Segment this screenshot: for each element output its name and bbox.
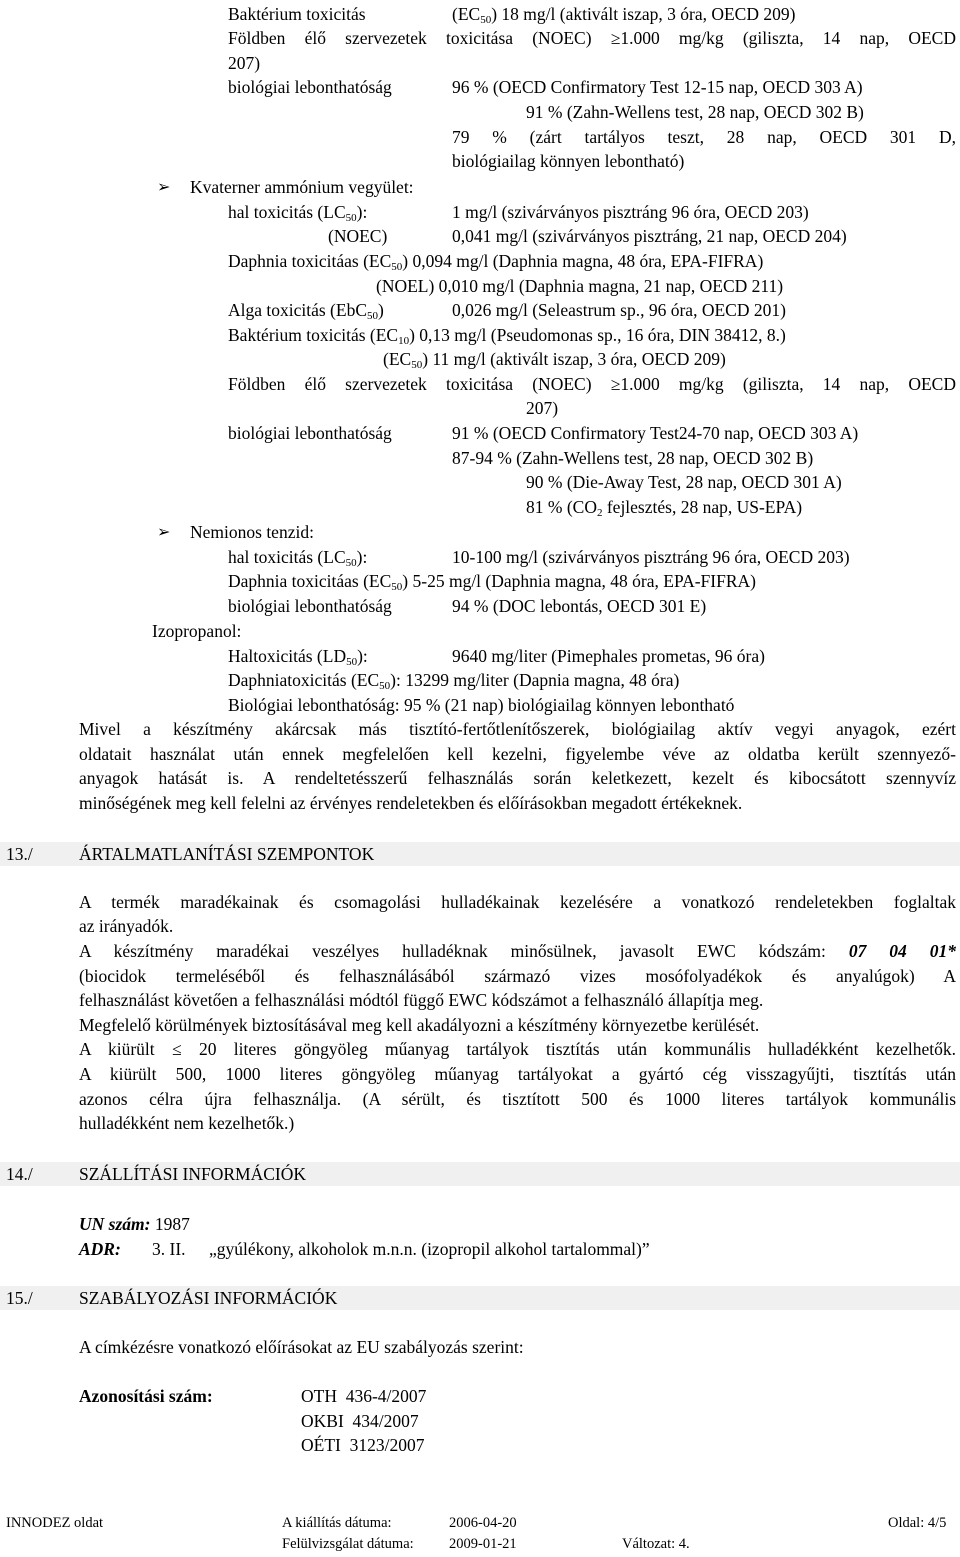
section-13-header [0, 842, 960, 866]
adr-label: ADR: [79, 1239, 121, 1259]
footer-company: INNODEZ oldat [6, 1515, 104, 1531]
paragraph-line: felhasználást követően a felhasználási módtól függő EWC kódszámot a felhasználó állapítja meg. [79, 990, 764, 1010]
bakterium-toxicity-value: $(EC_{50})$ 18 mg/l (aktivált iszap, 3 óra, OECD 209) [452, 4, 796, 26]
paragraph-line: Megfelelő körülmények biztosításával meg kell akadályozni a készítmény környezetbe kerülését. [79, 1015, 760, 1035]
footer-issue-label: A kiállítás dátuma: [282, 1515, 392, 1531]
soil-organism-toxicity-cont: 207) [228, 53, 261, 73]
section-14-header [0, 1162, 960, 1186]
bullet-arrow-icon: ➢ [157, 177, 171, 196]
footer-page: Oldal: 4/5 [888, 1515, 947, 1531]
fish-toxicity-value: 9640 mg/liter (Pimephales prometas, 96 óra) [452, 646, 765, 666]
bacteria-toxicity-2: $(EC_{50})$ 11 mg/l (aktivált iszap, 3 óra, OECD 209) [383, 349, 726, 371]
biodegradability-value-2: 87-94 % (Zahn-Wellens test, 28 nap, OECD 302 B) [452, 448, 814, 468]
id-value: OKBI 434/2007 [301, 1411, 419, 1431]
section-15-header [0, 1286, 960, 1310]
biodegradability-value-4: 81 % ($CO_2$ fejlesztés, 28 nap, US-EPA) [526, 497, 803, 519]
alga-toxicity-label: Alga toxicitás (EbC$_{50}$) [228, 300, 384, 322]
section-number: 15./ [6, 1288, 33, 1308]
paragraph-line: A kiürült ≤ 20 literes göngyöleg műanyag tartályok tisztítás után kommunális hulladékként kezelhetők. [79, 1039, 957, 1059]
paragraph-line: (biocidok termeléséből és felhasználásából származó vizes mosófolyadékok és anyalúgok) A [79, 966, 956, 986]
section-number: 14./ [6, 1164, 33, 1184]
footer-issue-date: 2006-04-20 [449, 1515, 517, 1531]
noec-label: (NOEC) [328, 226, 388, 246]
soil-toxicity-cont: 207) [526, 398, 559, 418]
section-title: SZABÁLYOZÁSI INFORMÁCIÓK [79, 1288, 338, 1308]
biodegradability-line: Biológiai lebonthatóság: 95 % (21 nap) biológiailag könnyen lebontható [228, 695, 735, 715]
biodegradability-value-3: 90 % (Die-Away Test, 28 nap, OECD 301 A) [526, 472, 842, 492]
daphnia-toxicity: Daphnia toxicitáas $(EC_{50})$ 5-25 mg/l (Daphnia magna, 48 óra, EPA-FIFRA) [228, 571, 756, 593]
bacteria-toxicity: Baktérium toxicitás $(EC_{10})$ 0,13 mg/l (Pseudomonas sp., 16 óra, DIN 38412, 8.) [228, 325, 786, 347]
id-label: Azonosítási szám: [79, 1386, 213, 1406]
biodegradability-value-3: 79 % (zárt tartályos teszt, 28 nap, OECD 301 D, [452, 127, 956, 147]
fish-toxicity-value: 1 mg/l (szivárványos pisztráng 96 óra, OECD 203) [452, 202, 809, 222]
biodegradability-label: biológiai lebonthatóság [228, 77, 392, 97]
footer-version: Változat: 4. [622, 1536, 690, 1552]
biodegradability-value: 94 % (DOC lebontás, OECD 301 E) [452, 596, 707, 616]
daphnia-toxicity: Daphnia toxicitáas $(EC_{50})$ 0,094 mg/l (Daphnia magna, 48 óra, EPA-FIFRA) [228, 251, 764, 273]
izopropanol-title: Izopropanol: [152, 621, 242, 641]
paragraph-line: hulladékként nem kezelhetők.) [79, 1113, 295, 1133]
noel-value: (NOEL) 0,010 mg/l (Daphnia magna, 21 nap, OECD 211) [376, 276, 784, 296]
paragraph-line: Mivel a készítmény akárcsak más tisztító-fertőtlenítőszerek, biológiailag aktív vegyi anyagok, ezért [79, 719, 956, 739]
bullet-arrow-icon: ➢ [157, 522, 171, 541]
kvaterner-title: Kvaterner ammónium vegyület: [190, 177, 414, 197]
fish-toxicity-label: hal toxicitás $(LC_{50})$: [228, 547, 368, 569]
un-number: UN szám: 1987 [79, 1214, 190, 1234]
ewc-line: A készítmény maradékai veszélyes hulladéknak minősülnek, javasolt EWC kódszám: 07 04 01* [79, 941, 957, 961]
fish-toxicity-label: hal toxicitás $(LC_{50})$: [228, 202, 368, 224]
soil-organism-toxicity: Földben élő szervezetek toxicitása (NOEC) ≥1.000 mg/kg (giliszta, 14 nap, OECD [228, 28, 956, 48]
nemionos-title: Nemionos tenzid: [190, 522, 314, 542]
adr-class: 3. II. [152, 1239, 186, 1259]
section-number: 13./ [6, 844, 33, 864]
id-value: OÉTI 3123/2007 [301, 1435, 425, 1455]
paragraph-line: minőségének meg kell felelni az érvényes rendeletekben és előírásokban megadott értékeknek. [79, 793, 743, 813]
paragraph-line: az irányadók. [79, 916, 174, 936]
id-value: OTH 436-4/2007 [301, 1386, 427, 1406]
section-title: SZÁLLÍTÁSI INFORMÁCIÓK [79, 1164, 307, 1184]
footer-review-date: 2009-01-21 [449, 1536, 517, 1552]
section-15-intro: A címkézésre vonatkozó előírásokat az EU szabályozás szerint: [79, 1337, 524, 1357]
adr-value: „gyúlékony, alkoholok m.n.n. (izopropil alkohol tartalommal)” [209, 1239, 650, 1259]
fish-toxicity-label: Haltoxicitás $(LD_{50})$: [228, 646, 368, 668]
biodegradability-value: 91 % (OECD Confirmatory Test24-70 nap, OECD 303 A) [452, 423, 859, 443]
paragraph-line: anyagok hatását is. A rendeltetésszerű felhasználás során keletkezett, kezelt és kibocsátott szennyvíz [79, 768, 956, 788]
section-title: ÁRTALMATLANÍTÁSI SZEMPONTOK [79, 844, 375, 864]
paragraph-line: A termék maradékainak és csomagolási hulladékainak kezelésére a vonatkozó rendeletekben foglaltak [79, 892, 956, 912]
ewc-code: 07 04 01* [848, 941, 957, 961]
fish-toxicity-value: 10-100 mg/l (szivárványos pisztráng 96 óra, OECD 203) [452, 547, 850, 567]
biodegradability-label: biológiai lebonthatóság [228, 423, 392, 443]
paragraph-line: azonos célra újra felhasználja. (A sérült, és tisztított 500 és 1000 literes tartályok kommunális [79, 1089, 956, 1109]
biodegradability-label: biológiai lebonthatóság [228, 596, 392, 616]
alga-toxicity-value: 0,026 mg/l (Seleastrum sp., 96 óra, OECD 201) [452, 300, 786, 320]
bakterium-toxicity-label: Baktérium toxicitás [228, 4, 366, 24]
biodegradability-value: 96 % (OECD Confirmatory Test 12-15 nap, OECD 303 A) [452, 77, 863, 97]
biodegradability-value-4: biológiailag könnyen lebontható) [452, 151, 685, 171]
noec-value: 0,041 mg/l (szivárványos pisztráng, 21 nap, OECD 204) [452, 226, 847, 246]
footer-review-label: Felülvizsgálat dátuma: [282, 1536, 414, 1552]
biodegradability-value-2: 91 % (Zahn-Wellens test, 28 nap, OECD 302 B) [526, 102, 864, 122]
paragraph-line: oldatait használat után ennek megfelelően kell kezelni, figyelembe véve az oldatba került szennyező- [79, 744, 956, 764]
soil-toxicity: Földben élő szervezetek toxicitása (NOEC) ≥1.000 mg/kg (giliszta, 14 nap, OECD [228, 374, 956, 394]
daphnia-toxicity: Daphniatoxicitás $(EC_{50})$: 13299 mg/liter (Dapnia magna, 48 óra) [228, 670, 680, 692]
paragraph-line: A kiürült 500, 1000 literes göngyöleg műanyag tartályokat a gyártó cég visszagyűjti, tisztítás után [79, 1064, 956, 1084]
